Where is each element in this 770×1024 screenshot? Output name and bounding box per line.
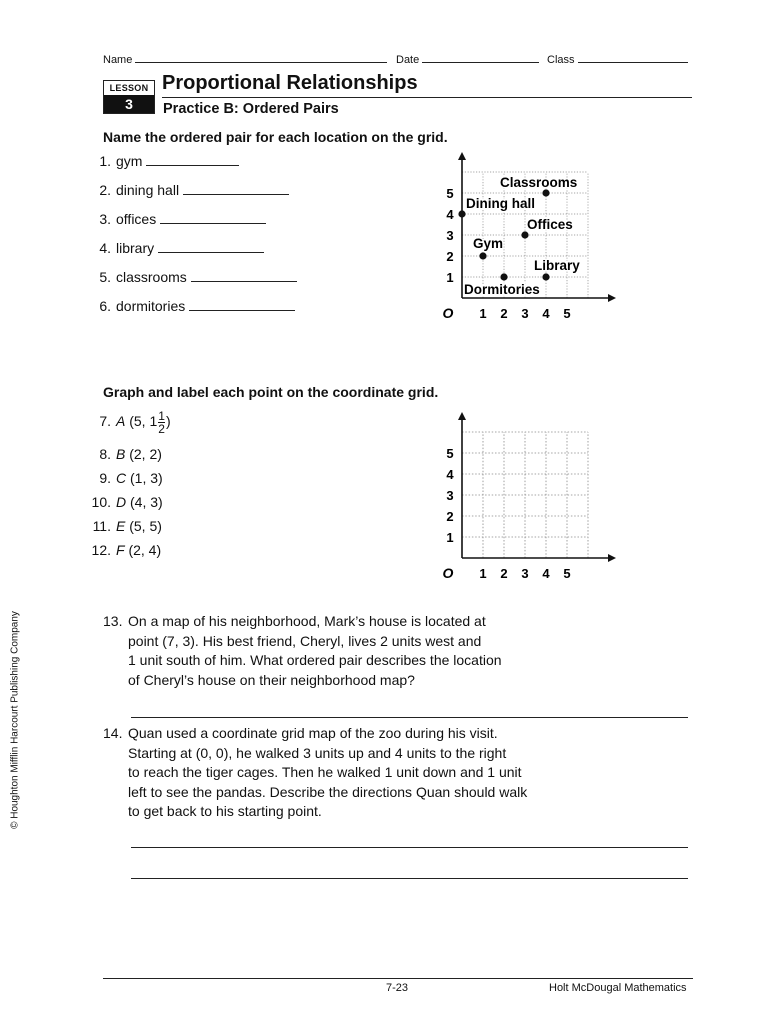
list-item <box>85 518 162 534</box>
question-line: left to see the pandas. Describe the directions Quan should walk <box>128 783 528 800</box>
data-point-label: Gym <box>473 236 504 251</box>
data-point <box>458 210 465 217</box>
y-axis-arrow <box>458 152 466 160</box>
point-coords: (1, 3) <box>130 470 163 486</box>
data-point <box>542 273 549 280</box>
answer-field[interactable] <box>191 269 297 282</box>
section1-instruction: Name the ordered pair for each location on the grid. <box>103 129 448 145</box>
date-field[interactable] <box>422 51 539 63</box>
data-point-label: Offices <box>527 217 573 232</box>
y-tick-label: 5 <box>446 186 454 201</box>
answer-field[interactable] <box>189 298 295 311</box>
x-tick-label: 4 <box>542 566 550 581</box>
question-line: 1 unit south of him. What ordered pair describes the location <box>128 652 502 668</box>
y-tick-label: 3 <box>446 228 454 243</box>
data-point <box>479 252 486 259</box>
y-tick-label: 2 <box>446 249 454 264</box>
item-number: 5. <box>99 269 111 285</box>
point-coords: (2, 4) <box>128 542 162 558</box>
data-point-label: Classrooms <box>500 175 578 190</box>
data-point-label: Dining hall <box>466 196 535 211</box>
point-letter: F <box>116 542 125 558</box>
question-number: 14. <box>103 725 123 741</box>
question-line: Quan used a coordinate grid map of the zoo during his visit. <box>128 725 498 741</box>
list-item <box>85 153 239 169</box>
item-number: 8. <box>99 446 111 462</box>
publisher: Holt McDougal Mathematics <box>549 982 687 994</box>
title-rule <box>162 97 692 98</box>
answer-field[interactable] <box>158 240 264 253</box>
point-coords-close: ) <box>165 413 171 430</box>
page-number: 7-23 <box>386 982 409 994</box>
point-coords: (2, 2) <box>129 446 162 462</box>
y-tick-label: 1 <box>446 530 454 545</box>
name-label: Name <box>103 54 133 66</box>
answer-field[interactable] <box>146 153 239 166</box>
list-item <box>85 298 295 314</box>
item-label: dormitories <box>116 298 186 314</box>
item-number: 9. <box>99 470 111 486</box>
list-item <box>85 494 163 510</box>
name-field[interactable] <box>135 51 387 63</box>
x-axis-arrow <box>608 294 616 302</box>
list-item <box>85 182 289 198</box>
data-point <box>542 189 549 196</box>
point-letter: A <box>116 413 126 430</box>
x-axis-arrow <box>608 554 616 562</box>
grid-lines <box>462 432 588 558</box>
x-tick-label: 2 <box>500 566 508 581</box>
y-tick-label: 2 <box>446 509 454 524</box>
answer-field[interactable] <box>183 182 289 195</box>
question-text <box>128 612 502 690</box>
class-label: Class <box>547 54 575 66</box>
header-name <box>103 51 387 66</box>
item-number: 6. <box>99 298 111 314</box>
blank-coordinate-grid[interactable] <box>420 408 620 588</box>
lesson-number: 3 <box>104 95 154 113</box>
list-item <box>85 269 297 285</box>
copyright-notice: © Houghton Mifflin Harcourt Publishing Company <box>9 611 21 829</box>
x-tick-label: 5 <box>563 566 571 581</box>
list-item <box>85 211 266 227</box>
x-tick-label: 1 <box>479 306 487 321</box>
footer-rule <box>103 978 693 979</box>
item-number: 11. <box>92 518 111 534</box>
location-grid-chart <box>420 148 620 328</box>
y-tick-label: 1 <box>446 270 454 285</box>
point-letter: C <box>116 470 127 486</box>
item-number: 2. <box>99 182 111 198</box>
x-tick-label: 3 <box>521 566 529 581</box>
fraction-numerator: 1 <box>158 409 165 423</box>
section2-instruction: Graph and label each point on the coordinate grid. <box>103 384 439 400</box>
question-line: point (7, 3). His best friend, Cheryl, lives 2 units west and <box>128 632 482 649</box>
answer-field[interactable] <box>160 211 266 224</box>
question-line: Starting at (0, 0), he walked 3 units up and 4 units to the right <box>128 744 507 761</box>
item-number: 7. <box>99 413 111 430</box>
header-class <box>547 51 688 66</box>
x-tick-label: 1 <box>479 566 487 581</box>
page-subtitle: Practice B: Ordered Pairs <box>163 101 339 117</box>
item-number: 1. <box>99 153 111 169</box>
list-item <box>85 410 171 435</box>
item-number: 4. <box>99 240 111 256</box>
list-item <box>85 470 163 486</box>
x-tick-label: 5 <box>563 306 571 321</box>
fraction-denominator: 2 <box>158 422 165 436</box>
class-field[interactable] <box>578 51 688 63</box>
item-number: 10. <box>91 494 111 510</box>
y-tick-label: 5 <box>446 446 454 461</box>
question-line: to reach the tiger cages. Then he walked 1 unit down and 1 unit <box>128 764 522 780</box>
item-number: 3. <box>99 211 111 227</box>
origin-label: O <box>442 305 454 321</box>
point-coords: (5, 5) <box>129 518 162 534</box>
list-item <box>85 542 161 558</box>
question-line: of Cheryl’s house on their neighborhood map? <box>128 671 415 688</box>
answer-line[interactable] <box>131 847 688 848</box>
item-label: library <box>116 240 155 256</box>
y-axis-arrow <box>458 412 466 420</box>
answer-line[interactable] <box>131 717 688 718</box>
header-date <box>396 51 539 66</box>
x-tick-label: 2 <box>500 306 508 321</box>
y-tick-label: 4 <box>446 467 454 482</box>
answer-line[interactable] <box>131 878 688 879</box>
item-label: gym <box>116 153 143 169</box>
date-label: Date <box>396 54 420 66</box>
lesson-box <box>103 80 155 114</box>
item-label: dining hall <box>116 182 180 198</box>
y-tick-label: 4 <box>446 207 454 222</box>
item-number: 12. <box>91 542 111 558</box>
data-point <box>521 231 528 238</box>
point-letter: D <box>116 494 127 510</box>
origin-label: O <box>442 565 454 581</box>
list-item <box>85 240 264 256</box>
x-tick-label: 4 <box>542 306 550 321</box>
item-label: classrooms <box>116 269 187 285</box>
point-coords-open: (5, 1 <box>129 413 158 430</box>
question-text <box>128 724 527 822</box>
item-label: offices <box>116 211 157 227</box>
point-letter: B <box>116 446 126 462</box>
question-number: 13. <box>103 613 123 629</box>
point-coords: (4, 3) <box>130 494 163 510</box>
list-item <box>85 446 162 462</box>
data-point-label: Dormitories <box>464 282 540 297</box>
x-tick-label: 3 <box>521 306 529 321</box>
question-line: to get back to his starting point. <box>128 803 322 819</box>
lesson-label: LESSON <box>109 83 149 93</box>
data-point <box>500 273 507 280</box>
page-title: Proportional Relationships <box>162 72 418 94</box>
fraction <box>158 410 165 435</box>
question-line: On a map of his neighborhood, Mark’s house is located at <box>128 613 486 629</box>
point-letter: E <box>116 518 126 534</box>
data-point-label: Library <box>534 258 580 273</box>
y-tick-label: 3 <box>446 488 454 503</box>
